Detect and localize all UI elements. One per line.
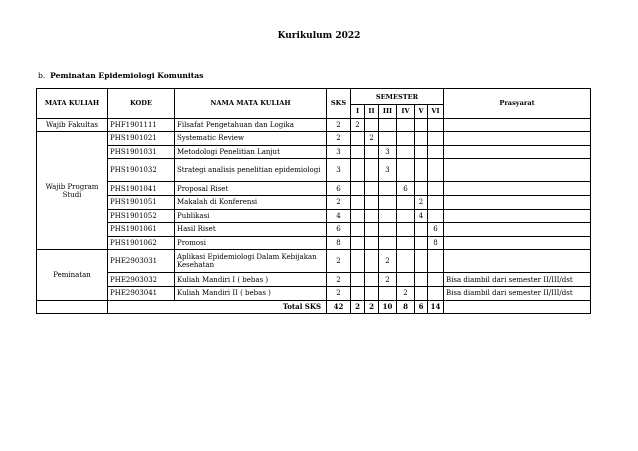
header-sks: SKS <box>327 89 351 119</box>
semester-sks-2 <box>365 145 379 159</box>
header-semester: SEMESTER <box>351 89 444 105</box>
table-row <box>37 223 591 237</box>
course-sks: 2 <box>327 250 351 273</box>
semester-sks-6: 8 <box>428 236 444 250</box>
semester-sks-4 <box>397 250 415 273</box>
semester-sks-6 <box>428 273 444 287</box>
semester-sks-3 <box>379 209 397 223</box>
semester-sks-1 <box>351 182 365 196</box>
semester-sks-4 <box>397 195 415 209</box>
semester-sks-5 <box>415 118 428 132</box>
semester-sks-4 <box>397 145 415 159</box>
semester-sks-1 <box>351 286 365 300</box>
total-semester-4: 8 <box>397 300 415 314</box>
course-code: PHE2903041 <box>108 286 175 300</box>
semester-sks-2 <box>365 250 379 273</box>
semester-sks-1 <box>351 223 365 237</box>
semester-sks-1 <box>351 132 365 146</box>
table-row <box>37 286 591 300</box>
course-prasyarat <box>444 195 591 209</box>
curriculum-table <box>36 88 591 314</box>
semester-sks-5 <box>415 236 428 250</box>
semester-sks-2 <box>365 182 379 196</box>
table-row <box>37 118 591 132</box>
course-prasyarat <box>444 145 591 159</box>
semester-sks-6 <box>428 132 444 146</box>
semester-sks-3: 2 <box>379 273 397 287</box>
semester-sks-3 <box>379 195 397 209</box>
header-sem-5: V <box>415 105 428 119</box>
semester-sks-4 <box>397 118 415 132</box>
semester-sks-3 <box>379 223 397 237</box>
header-sem-6: VI <box>428 105 444 119</box>
course-sks: 2 <box>327 286 351 300</box>
semester-sks-3: 3 <box>379 145 397 159</box>
semester-sks-6 <box>428 209 444 223</box>
group-label: Wajib Program Studi <box>37 132 108 250</box>
course-code: PHF1901111 <box>108 118 175 132</box>
course-name: Strategi analisis penelitian epidemiologi <box>175 159 327 182</box>
semester-sks-5 <box>415 273 428 287</box>
total-semester-5: 6 <box>415 300 428 314</box>
course-prasyarat <box>444 118 591 132</box>
course-prasyarat <box>444 250 591 273</box>
total-semester-1: 2 <box>351 300 365 314</box>
semester-sks-5 <box>415 286 428 300</box>
course-name: Systematic Review <box>175 132 327 146</box>
semester-sks-5 <box>415 159 428 182</box>
semester-sks-1 <box>351 145 365 159</box>
course-name: Filsafat Pengetahuan dan Logika <box>175 118 327 132</box>
total-label: Total SKS <box>108 300 327 314</box>
course-prasyarat: Bisa diambil dari semester II/III/dst <box>444 273 591 287</box>
course-name: Aplikasi Epidemiologi Dalam Kebijakan Kesehatan <box>175 250 327 273</box>
semester-sks-6 <box>428 182 444 196</box>
course-prasyarat <box>444 132 591 146</box>
table-row <box>37 195 591 209</box>
table-row <box>37 273 591 287</box>
semester-sks-2 <box>365 236 379 250</box>
total-empty <box>37 300 108 314</box>
semester-sks-1 <box>351 236 365 250</box>
course-sks: 2 <box>327 132 351 146</box>
semester-sks-3 <box>379 286 397 300</box>
table-row <box>37 182 591 196</box>
semester-sks-1 <box>351 273 365 287</box>
course-name: Metodologi Penelitian Lanjut <box>175 145 327 159</box>
course-sks: 6 <box>327 182 351 196</box>
course-sks: 3 <box>327 159 351 182</box>
table-row <box>37 145 591 159</box>
course-prasyarat <box>444 159 591 182</box>
course-sks: 8 <box>327 236 351 250</box>
semester-sks-5 <box>415 132 428 146</box>
document-title: Kurikulum 2022 <box>277 31 361 41</box>
course-sks: 4 <box>327 209 351 223</box>
semester-sks-2 <box>365 286 379 300</box>
course-code: PHS1901032 <box>108 159 175 182</box>
section-letter: b. <box>38 71 46 80</box>
table-row <box>37 132 591 146</box>
semester-sks-4 <box>397 132 415 146</box>
semester-sks-1 <box>351 250 365 273</box>
total-semester-3: 10 <box>379 300 397 314</box>
semester-sks-1 <box>351 159 365 182</box>
semester-sks-6 <box>428 145 444 159</box>
semester-sks-4 <box>397 223 415 237</box>
course-code: PHS1901031 <box>108 145 175 159</box>
semester-sks-3 <box>379 132 397 146</box>
table-row <box>37 250 591 273</box>
header-row <box>37 89 591 105</box>
semester-sks-2 <box>365 195 379 209</box>
course-name: Publikasi <box>175 209 327 223</box>
course-code: PHS1901021 <box>108 132 175 146</box>
semester-sks-2 <box>365 159 379 182</box>
course-code: PHS1901052 <box>108 209 175 223</box>
course-sks: 2 <box>327 118 351 132</box>
course-code: PHS1901041 <box>108 182 175 196</box>
semester-sks-3: 2 <box>379 250 397 273</box>
semester-sks-3: 3 <box>379 159 397 182</box>
semester-sks-4: 6 <box>397 182 415 196</box>
course-name: Makalah di Konferensi <box>175 195 327 209</box>
group-label: Wajib Fakultas <box>37 118 108 132</box>
course-sks: 3 <box>327 145 351 159</box>
semester-sks-4 <box>397 236 415 250</box>
course-code: PHS1901051 <box>108 195 175 209</box>
semester-sks-2 <box>365 209 379 223</box>
group-label: Peminatan <box>37 250 108 300</box>
course-name: Kuliah Mandiri I ( bebas ) <box>175 273 327 287</box>
course-sks: 2 <box>327 273 351 287</box>
semester-sks-6 <box>428 159 444 182</box>
course-name: Kuliah Mandiri II ( bebas ) <box>175 286 327 300</box>
course-sks: 2 <box>327 195 351 209</box>
course-sks: 6 <box>327 223 351 237</box>
semester-sks-6 <box>428 250 444 273</box>
table-row <box>37 209 591 223</box>
header-prasyarat: Prasyarat <box>444 89 591 119</box>
course-code: PHS1901061 <box>108 223 175 237</box>
course-prasyarat: Bisa diambil dari semester II/III/dst <box>444 286 591 300</box>
table-row <box>37 236 591 250</box>
total-prasyarat-empty <box>444 300 591 314</box>
course-code: PHE2903032 <box>108 273 175 287</box>
section-subtitle <box>38 71 203 80</box>
course-name: Promosi <box>175 236 327 250</box>
table-row <box>37 159 591 182</box>
semester-sks-6: 6 <box>428 223 444 237</box>
semester-sks-4 <box>397 273 415 287</box>
semester-sks-6 <box>428 286 444 300</box>
total-sks: 42 <box>327 300 351 314</box>
semester-sks-5 <box>415 250 428 273</box>
course-name: Hasil Riset <box>175 223 327 237</box>
header-sem-2: II <box>365 105 379 119</box>
course-prasyarat <box>444 223 591 237</box>
semester-sks-5: 2 <box>415 195 428 209</box>
header-mata-kuliah: MATA KULIAH <box>37 89 108 119</box>
header-sem-4: IV <box>397 105 415 119</box>
semester-sks-3 <box>379 118 397 132</box>
semester-sks-3 <box>379 236 397 250</box>
semester-sks-4 <box>397 159 415 182</box>
semester-sks-5 <box>415 223 428 237</box>
semester-sks-2: 2 <box>365 132 379 146</box>
course-code: PHS1901062 <box>108 236 175 250</box>
course-prasyarat <box>444 182 591 196</box>
course-code: PHE2903031 <box>108 250 175 273</box>
section-name: Peminatan Epidemiologi Komunitas <box>50 71 204 80</box>
semester-sks-6 <box>428 118 444 132</box>
semester-sks-2 <box>365 273 379 287</box>
semester-sks-4 <box>397 209 415 223</box>
semester-sks-5 <box>415 182 428 196</box>
course-name: Proposal Riset <box>175 182 327 196</box>
header-sem-3: III <box>379 105 397 119</box>
semester-sks-3 <box>379 182 397 196</box>
semester-sks-1: 2 <box>351 118 365 132</box>
total-semester-6: 14 <box>428 300 444 314</box>
semester-sks-5 <box>415 145 428 159</box>
semester-sks-2 <box>365 223 379 237</box>
semester-sks-1 <box>351 209 365 223</box>
semester-sks-2 <box>365 118 379 132</box>
header-sem-1: I <box>351 105 365 119</box>
total-semester-2: 2 <box>365 300 379 314</box>
course-prasyarat <box>444 209 591 223</box>
total-row <box>37 300 591 314</box>
header-kode: KODE <box>108 89 175 119</box>
semester-sks-4: 2 <box>397 286 415 300</box>
header-nama: NAMA MATA KULIAH <box>175 89 327 119</box>
semester-sks-6 <box>428 195 444 209</box>
course-prasyarat <box>444 236 591 250</box>
semester-sks-1 <box>351 195 365 209</box>
semester-sks-5: 4 <box>415 209 428 223</box>
